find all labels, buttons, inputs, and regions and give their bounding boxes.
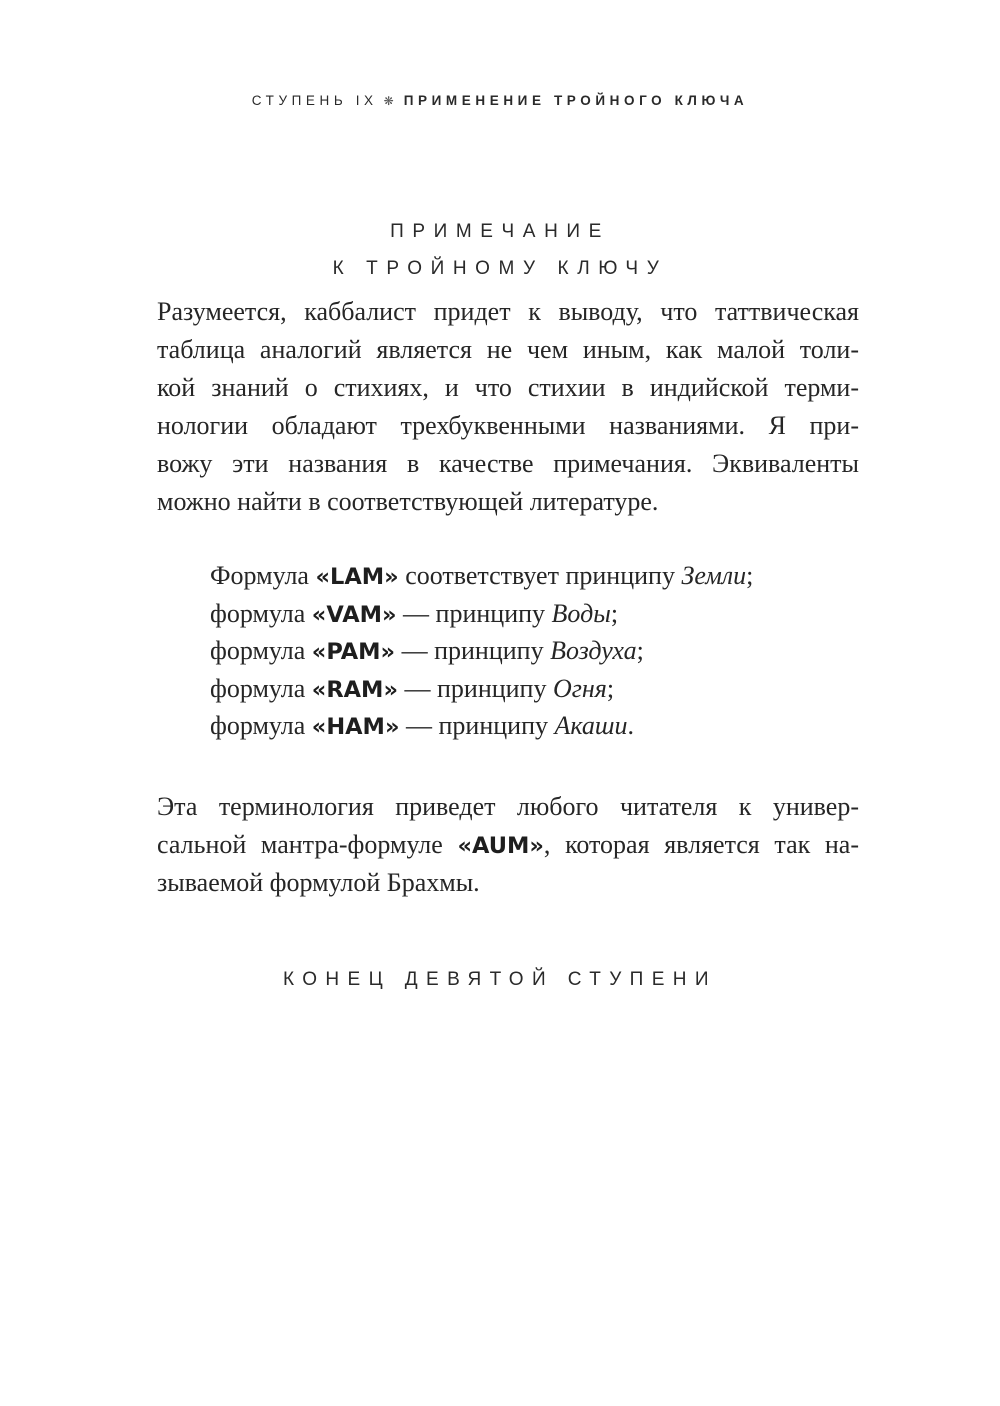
formula-end: .: [627, 711, 635, 740]
formula-element: Акаши: [554, 711, 628, 740]
note-heading: [0, 213, 1000, 287]
formula-prefix: формула: [210, 673, 312, 703]
paragraph-line: кой знаний о стихиях, и что стихии в индийской терми-: [157, 373, 859, 402]
paragraph-line: зываемой формулой Брахмы.: [157, 868, 480, 897]
paragraph-1: [157, 293, 859, 521]
formula-middle: — принципу: [399, 711, 555, 740]
formula-name: «AUM»: [457, 833, 544, 859]
ornament-icon: ❋: [383, 94, 394, 108]
formula-element: Воздуха: [550, 636, 637, 665]
running-head-title: ПРИМЕНЕНИЕ ТРОЙНОГО КЛЮЧА: [403, 93, 749, 108]
formula-prefix: формула: [210, 636, 312, 665]
note-heading-line-2: К ТРОЙНОМУ КЛЮЧУ: [332, 258, 668, 279]
formula-element: Огня: [552, 673, 607, 703]
paragraph-line: можно найти в соответствующей литературе.: [157, 487, 659, 516]
formula-element: Земли: [681, 561, 747, 590]
running-head: [0, 93, 1000, 108]
paragraph-2: [157, 788, 859, 902]
formula-item: [210, 632, 860, 670]
formula-name: «HAM»: [311, 714, 400, 740]
formula-name: «VAM»: [311, 601, 397, 628]
note-heading-line-1: ПРИМЕЧАНИЕ: [390, 221, 610, 242]
formula-end: ;: [636, 636, 644, 665]
formula-item: [210, 670, 860, 708]
formula-name: «RAM»: [311, 676, 398, 703]
formula-element: Воды: [551, 598, 611, 628]
paragraph-line: Эта терминология приведет любого читателя к универ-: [157, 792, 859, 821]
formula-item: [210, 707, 860, 745]
formula-item: [210, 595, 860, 633]
formula-item: [210, 557, 860, 595]
formula-middle: — принципу: [395, 636, 551, 665]
formula-end: ;: [606, 673, 615, 703]
formula-end: ;: [610, 598, 619, 628]
paragraph-text: сальной мантра-формуле: [157, 830, 458, 859]
paragraph-text: , которая является так на-: [543, 830, 860, 859]
paragraph-line: Разумеется, каббалист придет к выводу, что таттвическая: [157, 297, 859, 326]
formula-prefix: формула: [210, 711, 312, 740]
chapter-end-line: КОНЕЦ ДЕВЯТОЙ СТУПЕНИ: [282, 969, 717, 990]
formula-middle: соответствует принципу: [398, 561, 682, 590]
running-head-part: СТУПЕНЬ IX: [251, 93, 378, 108]
paragraph-line: нологии обладают трехбуквенными названиями. Я при-: [157, 411, 859, 440]
paragraph-line: таблица аналогий является не чем иным, как малой толи-: [157, 335, 859, 364]
formula-name: «LAM»: [315, 564, 399, 590]
paragraph-line: [157, 826, 859, 864]
formula-name: «PAM»: [311, 639, 396, 665]
formula-prefix: формула: [210, 598, 312, 628]
formula-middle: — принципу: [396, 598, 552, 628]
formula-end: ;: [746, 561, 754, 590]
formula-list: [210, 557, 860, 745]
formula-middle: — принципу: [397, 673, 553, 703]
formula-prefix: Формула: [210, 561, 316, 590]
paragraph-line: вожу эти названия в качестве примечания. Эквиваленты: [157, 449, 859, 478]
